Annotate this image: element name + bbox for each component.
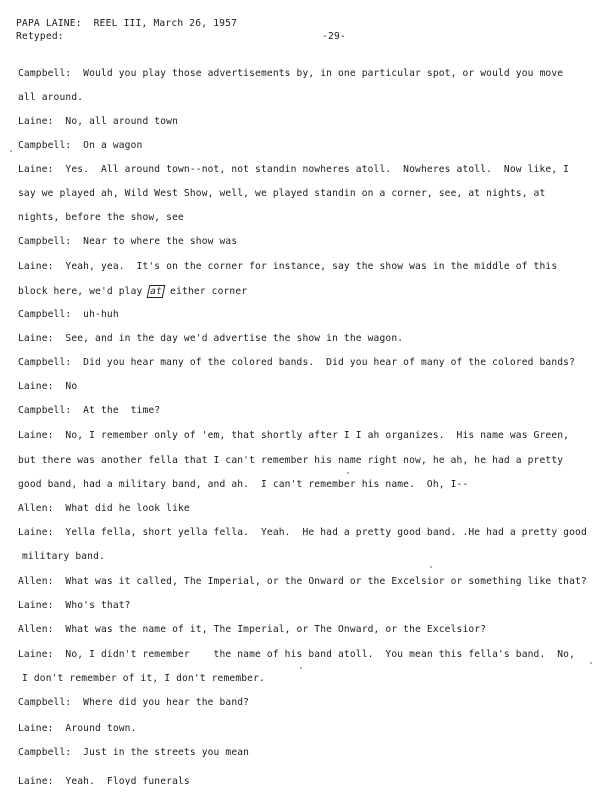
transcript-line: Allen: What was the name of it, The Imperial, or The Onward, or the Excelsior? [18,624,487,635]
transcript-line: but there was another fella that I can't remember his name right now, he ah, he had a pretty [18,455,564,466]
transcript-line: Campbell: Where did you hear the band? [18,697,250,708]
transcript-line: Allen: What did he look like [18,503,190,514]
transcript-line: military band. [22,551,105,562]
bracketed-insertion: at [147,285,166,298]
transcript-line: Campbell: On a wagon [18,140,143,151]
transcript-line-text: block here, we'd play [18,286,149,297]
header-reel-info: PAPA LAINE: REEL III, March 26, 1957 [16,18,238,29]
transcript-line: Campbell: Near to where the show was [18,236,238,247]
transcript-line: Laine: Yeah, yea. It's on the corner for instance, say the show was in the middle of this [18,261,558,272]
transcript-line: Campbell: Did you hear many of the colored bands. Did you hear of many of the colored bands? [18,357,576,368]
transcript-line: Laine: Yella fella, short yella fella. Yeah. He had a pretty good band. .He had a pretty good [18,527,587,538]
transcript-line: I don't remember of it, I don't remember. [22,673,265,684]
transcript-line [18,285,608,298]
transcript-line: nights, before the show, see [18,212,184,223]
transcript-line: Campbell: At the time? [18,405,161,416]
paper-speck [300,667,302,669]
transcript-line: Laine: Yes. All around town--not, not standin nowheres atoll. Nowheres atoll. Now like, I [18,164,570,175]
transcript-line: Laine: No [18,381,78,392]
transcript-line: Laine: No, I remember only of 'em, that shortly after I I ah organizes. His name was Green, [18,430,570,441]
transcript-line: Allen: What was it called, The Imperial, or the Onward or the Excelsior or something like that? [18,576,587,587]
page-number: -29- [322,31,346,42]
paper-speck [347,472,349,474]
transcript-line: Laine: See, and in the day we'd advertise the show in the wagon. [18,333,404,344]
transcript-line: Campbell: Would you play those advertisements by, in one particular spot, or would you move [18,68,564,79]
transcript-line: Campbell: Just in the streets you mean [18,747,250,758]
transcript-line: say we played ah, Wild West Show, well, we played standin on a corner, see, at nights, at [18,188,546,199]
transcript-line: Campbell: uh-huh [18,309,119,320]
paper-speck [10,150,12,152]
transcript-line: Laine: Who's that? [18,600,131,611]
transcript-line: all around. [18,92,84,103]
transcript-line: good band, had a military band, and ah. I can't remember his name. Oh, I-- [18,479,469,490]
paper-speck [590,662,592,664]
header-retyped: Retyped: [16,31,64,42]
transcript-line: Laine: No, I didn't remember the name of his band atoll. You mean this fella's band. No, [18,649,576,660]
transcript-line: Laine: Around town. [18,723,137,734]
transcript-line-continuation: either corner [164,286,248,297]
transcript-line-cut-off: Laine: Yeah. Floyd funerals [18,776,190,785]
paper-speck [430,566,432,568]
transcript-line: Laine: No, all around town [18,116,178,127]
